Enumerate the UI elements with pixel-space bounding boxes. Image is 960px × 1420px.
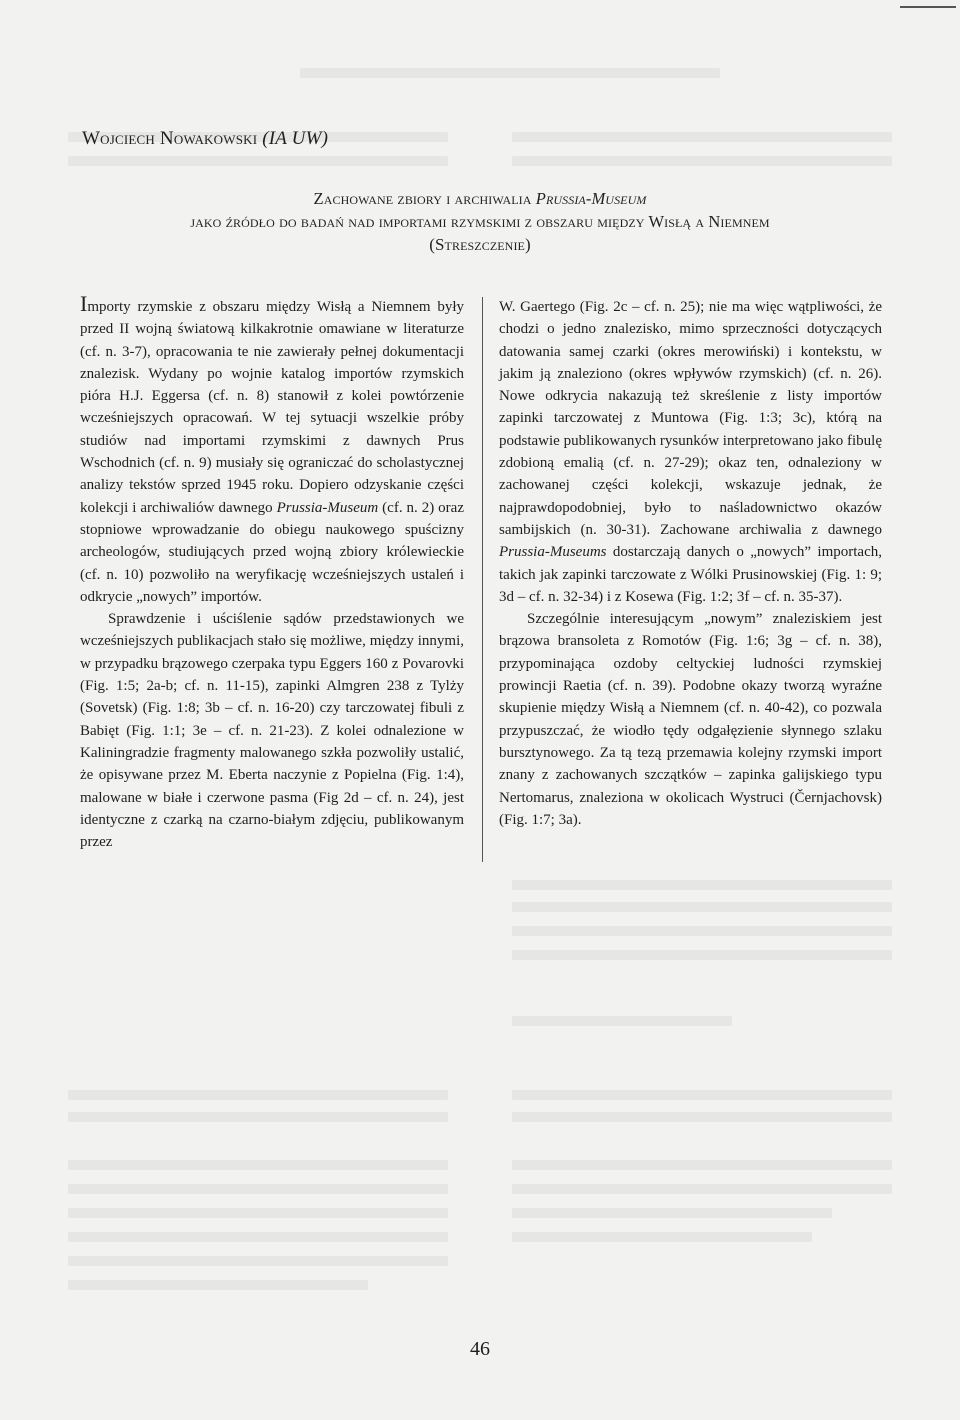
author-line: [82, 128, 328, 150]
paragraph: Szczególnie interesującym „nowym” znaleziskiem jest brązowa bransoleta z Romotów (Fig. 1:6; 3g – cf. n. 38), przypominająca ozdoby celtyckiej ludności rzymskiej prowincji Raetia (cf. n. 39). Podobne okazy tworzą wyraźne skupienie między Wisłą a Niemnem (cf. n. 40-42), co pozwala przypuszczać, że wiodło tędy odgałęzienie słynnego szlaku bursztynowego. Za tą tezą przemawia kolejny rzymski import znany z zachowanych szczątków – zapinka galijskiego typu Nertomarus, znaleziona w okolicach Wystruci (Černjachovsk) (Fig. 1:7; 3a).: [499, 611, 882, 828]
paragraph-text: (cf. n. 2) oraz stopniowe wprowadzanie do obiegu naukowego spuścizny archeologów, studiujących przed wojną zbiory królewieckie (cf. n. 10) pozwoliło na weryfikację wcześniejszych ustaleń i odkrycie „nowych” importów.: [80, 499, 464, 605]
article-title-line-1: [60, 187, 900, 211]
paragraph: [499, 296, 882, 608]
paragraph: [80, 291, 464, 608]
paragraph-text: W. Gaertego (Fig. 2c – cf. n. 25); nie ma więc wątpliwości, że chodzi o jedno znalezisko, mimo sprzeczności dotyczących datowania samej czarki (okres merowiński) i kontekstu, w jakim ją znaleziono (okres wpływów rzymskich) (cf. n. 26). Nowe odkrycia nakazują też skreślenie z listy importów zapinki tarczowatej z Muntowa (Fig. 1:3; 3c), którą na podstawie publikowanych rysunków interpretowano jako fibulę zdobioną emalią (cf. n. 27-29); okaz ten, odnaleziony w zachowanej części kolekcji, wskazuje jednak, że najprawdopodobniej, było to naśladownictwo okazów sambijskich (n. 30-31). Zachowane archiwalia z dawnego: [499, 299, 882, 538]
italic-museum-name: Prussia-Museums: [499, 544, 607, 561]
right-column: [499, 296, 882, 831]
page-number: 46: [470, 1338, 490, 1360]
article-subtitle: (Streszczenie): [429, 235, 531, 254]
drop-cap: I: [80, 291, 88, 316]
title-text-1: Zachowane zbiory i archiwalia: [313, 189, 536, 208]
author-name: Wojciech Nowakowski: [82, 128, 258, 149]
title-museum-name: Prussia-Museum: [535, 189, 647, 208]
left-column: [80, 291, 464, 853]
paragraph: Sprawdzenie i uściślenie sądów przedstawionych we wcześniejszych publikacjach stało się możliwe, między innymi, w przypadku brązowego czerpaka typu Eggers 160 z Povarovki (Fig. 1:5; 2a-b; cf. n. 11-15), zapinki Almgren 238 z Tylży (Sovetsk) (Fig. 1:8; 3b – cf. n. 16-20) czy tarczowatej fibuli z Babięt (Fig. 1:1; 3e – cf. n. 21-23). Z kolei odnalezione w Kaliningradzie fragmenty malowanego szkła pozwoliły ustalić, że opisywane przez M. Eberta naczynie z Popielna (Fig. 1:4), malowane w białe i czerwone pasma (Fig 2d – cf. n. 24), jest identyczne z czarką na czarno-białym zdjęciu, publikowanym przez: [80, 611, 464, 851]
scan-edge-line: [900, 6, 956, 8]
author-affiliation: (IA UW): [262, 128, 329, 149]
article-title-line-2: jako źródło do badań nad importami rzymskimi z obszaru między Wisłą a Niemnem: [190, 212, 770, 231]
paragraph-text: dostarczają danych o „nowych” importach, takich jak zapinki tarczowate z Wólki Prusinowskiej (Fig. 1: 9; 3d – cf. n. 32-34) i z Kosewa (Fig. 1:2; 3f – cf. n. 35-37).: [499, 544, 882, 605]
paragraph-text: mporty rzymskie z obszaru między Wisłą a Niemnem były przed II wojną światową kilkakrotnie omawiane w literaturze (cf. n. 3-7), opracowania te nie zawierały pełnej dokumentacji znalezisk. Wydany po wojnie katalog importów rzymskich pióra H.J. Eggersa (cf. n. 8) stanowił z kolei powtórzenie wcześniejszych opracowań. W tej sytuacji wszelkie próby studiów nad importami rzymskimi z dawnych Prus Wschodnich (cf. n. 9) musiały się ograniczać do scholastycznej analizy tekstów sprzed 1945 roku. Dopiero odzyskanie części kolekcji i archiwaliów dawnego: [80, 299, 464, 516]
column-divider: [482, 297, 483, 862]
italic-museum-name: Prussia-Museum: [276, 499, 379, 516]
